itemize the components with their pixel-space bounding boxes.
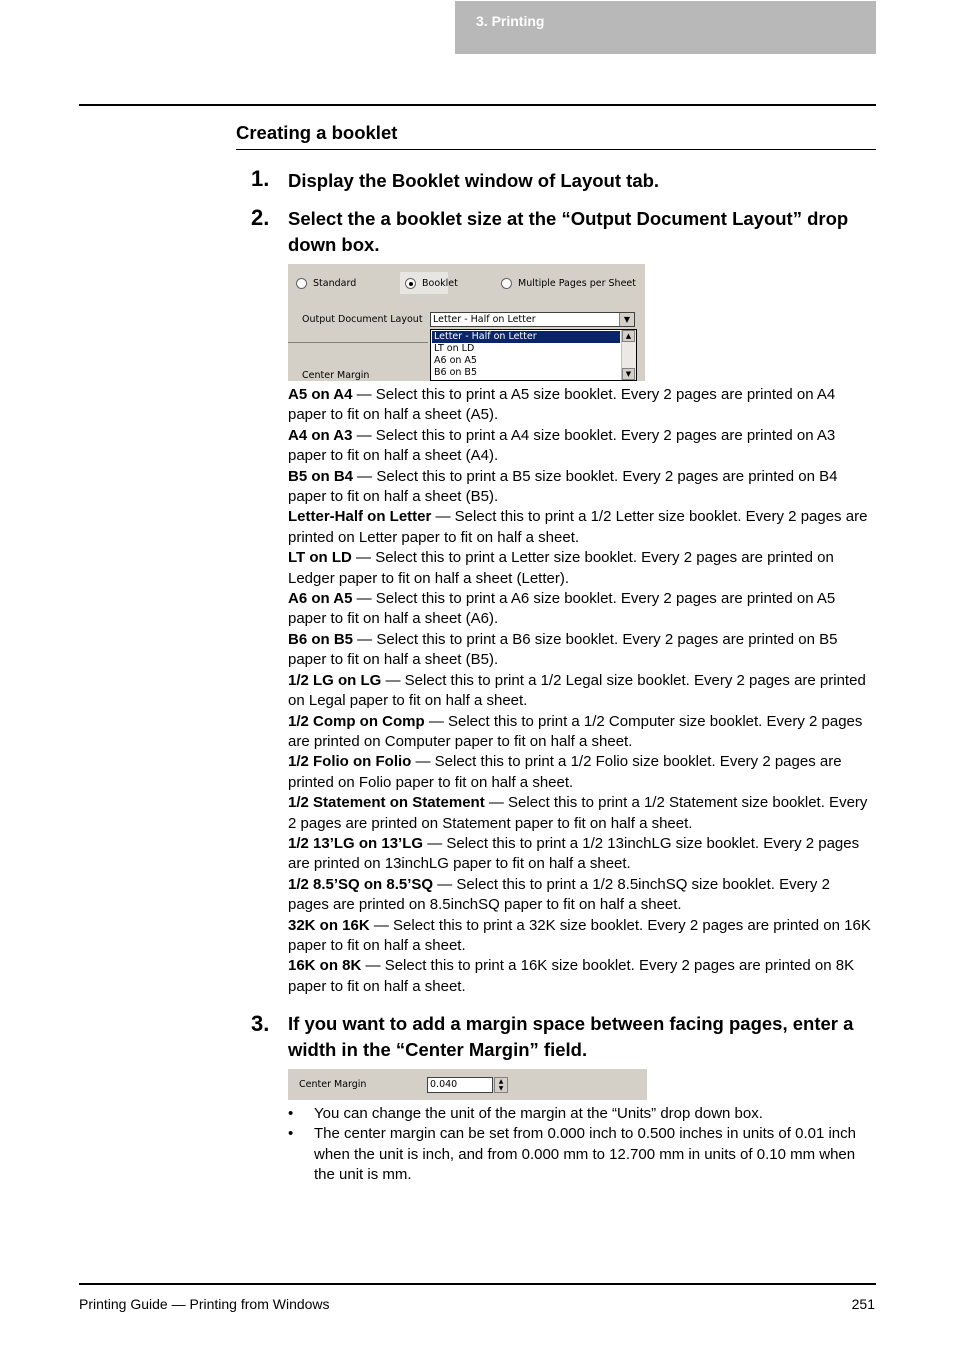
- definition-item: [288, 916, 873, 957]
- definition-item: [288, 467, 873, 508]
- definition-term: 1/2 Folio on Folio: [288, 753, 412, 771]
- step-3-text: If you want to add a margin space between facing pages, enter a width in the “Center Margin” field.: [288, 1013, 854, 1060]
- definition-desc: — Select this to print a A4 size booklet. Every 2 pages are printed on A3 paper to fit on half a sheet (A4).: [288, 426, 836, 465]
- definition-item: [288, 426, 873, 467]
- top-rule: [79, 104, 876, 106]
- definition-item: [288, 589, 873, 630]
- dropdown-item-lt-on-ld[interactable]: LT on LD: [434, 343, 475, 354]
- page-number: 251: [851, 1296, 875, 1312]
- radio-multiple-pages-icon: [501, 278, 512, 289]
- radio-standard-icon: [296, 278, 307, 289]
- step-1-number: 1.: [251, 166, 270, 191]
- radio-multiple-pages-label: Multiple Pages per Sheet: [518, 278, 636, 289]
- list-item: [288, 1104, 873, 1124]
- list-item-text: The center margin can be set from 0.000 inch to 0.500 inches in units of 0.01 inch when the unit is inch, and from 0.000 mm to 12.700 mm in units of 0.10 mm when the unit is mm.: [314, 1125, 856, 1184]
- definition-item: [288, 752, 873, 793]
- definition-desc: — Select this to print a 1/2 13inchLG size booklet. Every 2 pages are printed on 13inchLG paper to fit on half a sheet.: [288, 834, 860, 873]
- chapter-tab: 3. Printing: [455, 1, 876, 54]
- definition-term: 1/2 Statement on Statement: [288, 794, 485, 812]
- definition-desc: — Select this to print a 1/2 8.5inchSQ size booklet. Every 2 pages are printed on 8.5inchSQ paper to fit on half a sheet.: [288, 875, 830, 914]
- list-item: [288, 1124, 873, 1185]
- definition-item: [288, 507, 873, 548]
- bullet-icon: •: [288, 1105, 294, 1122]
- dropdown-scrollbar[interactable]: [621, 330, 636, 380]
- definition-term: 32K on 16K: [288, 916, 370, 934]
- definition-item: [288, 875, 873, 916]
- radio-standard-label: Standard: [313, 278, 357, 289]
- definition-term: B5 on B4: [288, 467, 354, 485]
- definition-item: [288, 671, 873, 712]
- dropdown-item-a6-on-a5[interactable]: A6 on A5: [434, 355, 477, 366]
- radio-booklet[interactable]: [405, 278, 458, 289]
- definition-term: B6 on B5: [288, 630, 354, 648]
- definition-desc: — Select this to print a A5 size booklet. Every 2 pages are printed on A4 paper to fit on half a sheet (A5).: [288, 386, 836, 424]
- output-layout-dropdown-list: [430, 329, 637, 381]
- list-item-text: You can change the unit of the margin at the “Units” drop down box.: [314, 1105, 763, 1122]
- definition-term: 1/2 LG on LG: [288, 671, 382, 689]
- step-2-number: 2.: [251, 205, 270, 230]
- chevron-down-icon[interactable]: ▼: [619, 313, 634, 326]
- definition-item: [288, 548, 873, 589]
- center-margin-input[interactable]: 0.040: [427, 1077, 493, 1093]
- definition-term: A6 on A5: [288, 590, 353, 608]
- definition-item: [288, 956, 873, 997]
- definition-desc: — Select this to print a 1/2 Legal size booklet. Every 2 pages are printed on Legal paper to fit on half a sheet.: [288, 671, 866, 710]
- section-heading: Creating a booklet: [236, 122, 398, 143]
- definition-term: 1/2 8.5’SQ on 8.5’SQ: [288, 875, 434, 893]
- radio-multiple-pages[interactable]: [501, 278, 636, 289]
- section-rule: [236, 149, 876, 150]
- scroll-up-icon[interactable]: ▲: [622, 330, 635, 342]
- definition-item: [288, 712, 873, 753]
- notes-list: [288, 1104, 873, 1186]
- dialog-separator: [288, 342, 428, 343]
- definition-desc: — Select this to print a B6 size booklet. Every 2 pages are printed on B5 paper to fit on half a sheet (B5).: [288, 630, 838, 669]
- definition-item: [288, 385, 873, 426]
- output-layout-combo-value: Letter - Half on Letter: [433, 314, 536, 325]
- radio-booklet-checked-icon: [405, 278, 416, 289]
- bullet-icon: •: [288, 1125, 294, 1143]
- spin-down-icon[interactable]: ▼: [498, 1085, 504, 1092]
- dropdown-item-letter-half[interactable]: Letter - Half on Letter: [432, 331, 620, 343]
- definition-desc: — Select this to print a 1/2 Folio size booklet. Every 2 pages are printed on Folio paper to fit on half a sheet.: [288, 753, 842, 791]
- definition-term: 16K on 8K: [288, 957, 362, 975]
- center-margin-screenshot: [288, 1069, 647, 1100]
- definition-desc: — Select this to print a B5 size booklet. Every 2 pages are printed on B4 paper to fit on half a sheet (B5).: [288, 467, 838, 506]
- definition-desc: — Select this to print a A6 size booklet. Every 2 pages are printed on A5 paper to fit on half a sheet (A6).: [288, 590, 836, 628]
- definition-item: [288, 630, 873, 671]
- definition-desc: — Select this to print a 1/2 Letter size booklet. Every 2 pages are printed on Letter paper to fit on half a sheet.: [288, 508, 868, 546]
- scroll-down-icon[interactable]: ▼: [622, 368, 635, 380]
- definition-term: 1/2 13’LG on 13’LG: [288, 834, 424, 852]
- booklet-size-definitions: [288, 385, 873, 997]
- definition-desc: — Select this to print a 1/2 Statement size booklet. Every 2 pages are printed on Statement paper to fit on half a sheet.: [288, 794, 868, 832]
- booklet-dialog-screenshot: [288, 264, 645, 381]
- output-layout-combo[interactable]: [430, 312, 635, 327]
- definition-term: A4 on A3: [288, 426, 353, 444]
- radio-booklet-label: Booklet: [422, 278, 458, 289]
- step-1-text: Display the Booklet window of Layout tab.: [288, 170, 660, 191]
- center-margin-spinner[interactable]: [494, 1077, 508, 1093]
- definition-desc: — Select this to print a Letter size booklet. Every 2 pages are printed on Ledger paper to fit on half a sheet (Letter).: [288, 549, 834, 587]
- center-margin-field-label: Center Margin: [299, 1079, 367, 1090]
- radio-standard[interactable]: [296, 278, 356, 289]
- definition-desc: — Select this to print a 32K size booklet. Every 2 pages are printed on 16K paper to fit on half a sheet.: [288, 916, 871, 954]
- definition-term: 1/2 Comp on Comp: [288, 712, 425, 730]
- output-layout-label: Output Document Layout: [302, 314, 423, 325]
- dropdown-item-b6-on-b5[interactable]: B6 on B5: [434, 367, 477, 378]
- spin-up-icon[interactable]: ▲: [498, 1078, 504, 1085]
- definition-desc: — Select this to print a 16K size booklet. Every 2 pages are printed on 8K paper to fit on half a sheet.: [288, 957, 855, 995]
- footer-title: Printing Guide — Printing from Windows: [79, 1296, 330, 1312]
- step-3-number: 3.: [251, 1011, 270, 1036]
- bottom-rule: [79, 1283, 876, 1285]
- definition-desc: — Select this to print a 1/2 Computer size booklet. Every 2 pages are printed on Computer paper to fit on half a sheet.: [288, 712, 863, 750]
- definition-term: A5 on A4: [288, 386, 353, 403]
- definition-term: Letter-Half on Letter: [288, 508, 432, 526]
- step-2-text: Select the a booklet size at the “Output Document Layout” drop down box.: [288, 208, 849, 255]
- definition-item: [288, 834, 873, 875]
- definition-term: LT on LD: [288, 549, 352, 567]
- definition-item: [288, 793, 873, 834]
- center-margin-label: Center Margin: [302, 370, 370, 381]
